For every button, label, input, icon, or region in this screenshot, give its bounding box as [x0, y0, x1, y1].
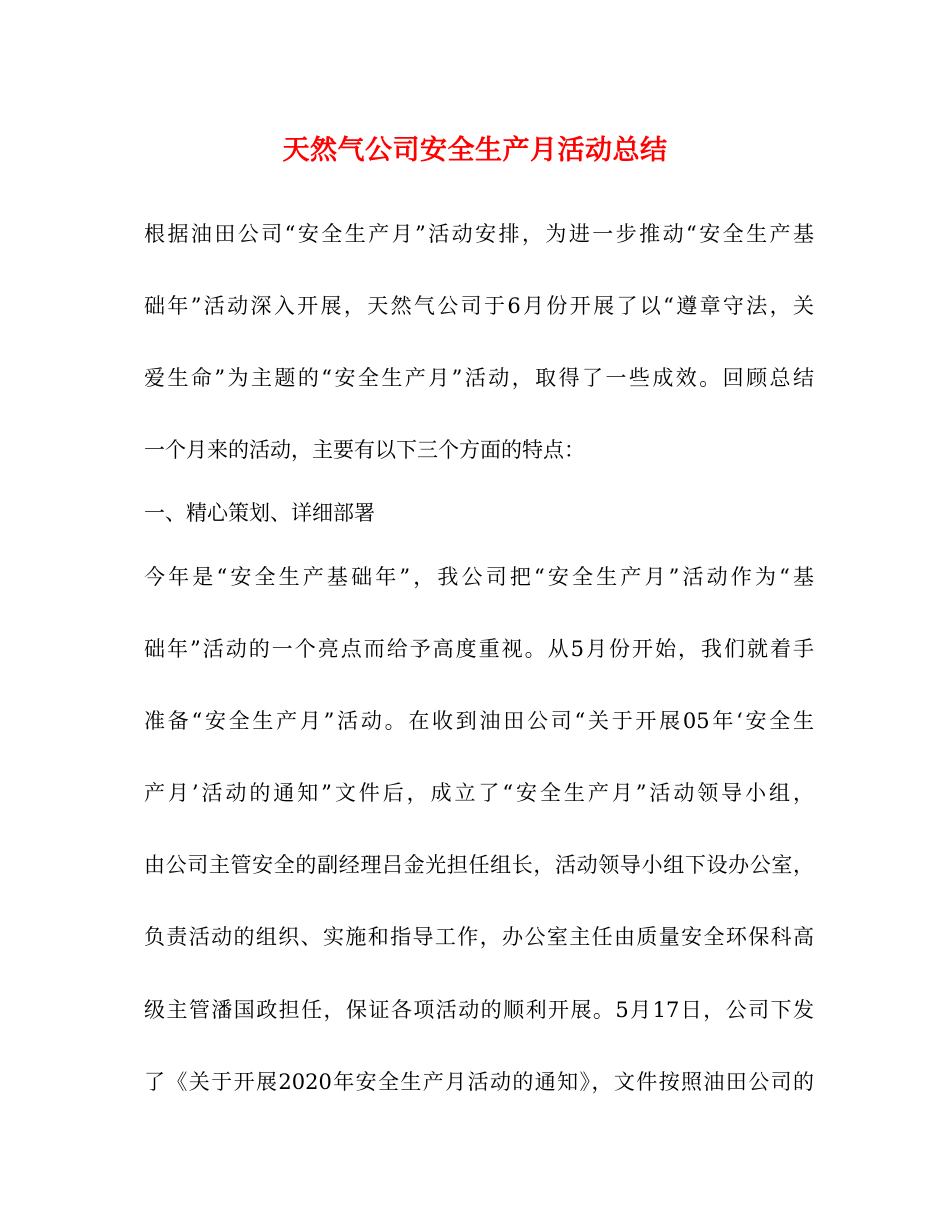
paragraph-line: 爱生命”为主题的“安全生产月”活动，取得了一些成效。回顾总结 [144, 366, 814, 390]
paragraph-line: 一个月来的活动，主要有以下三个方面的特点： [144, 438, 585, 462]
paragraph-line: 础年”活动的一个亮点而给予高度重视。从5月份开始，我们就着手 [144, 637, 814, 661]
paragraph-line: 今年是“安全生产基础年”，我公司把“安全生产月”活动作为“基 [144, 565, 814, 589]
paragraph-line: 准备“安全生产月”活动。在收到油田公司“关于开展05年‘安全生 [144, 709, 814, 733]
paragraph-line: 负责活动的组织、实施和指导工作，办公室主任由质量安全环保科高 [144, 925, 814, 949]
paragraph-line: 产月’活动的通知”文件后，成立了“安全生产月”活动领导小组， [144, 781, 814, 805]
section-heading: 一、精心策划、详细部署 [144, 501, 375, 525]
paragraph-line: 础年”活动深入开展，天然气公司于6月份开展了以“遵章守法，关 [144, 294, 814, 318]
paragraph-line: 级主管潘国政担任，保证各项活动的顺利开展。5月17日，公司下发 [144, 998, 814, 1022]
paragraph-line: 了《关于开展2020年安全生产月活动的通知》，文件按照油田公司的 [144, 1070, 814, 1094]
document-title: 天然气公司安全生产月活动总结 [282, 135, 668, 166]
paragraph-line: 由公司主管安全的副经理吕金光担任组长，活动领导小组下设办公室， [144, 853, 814, 877]
paragraph-line: 根据油田公司“安全生产月”活动安排，为进一步推动“安全生产基 [144, 222, 814, 246]
